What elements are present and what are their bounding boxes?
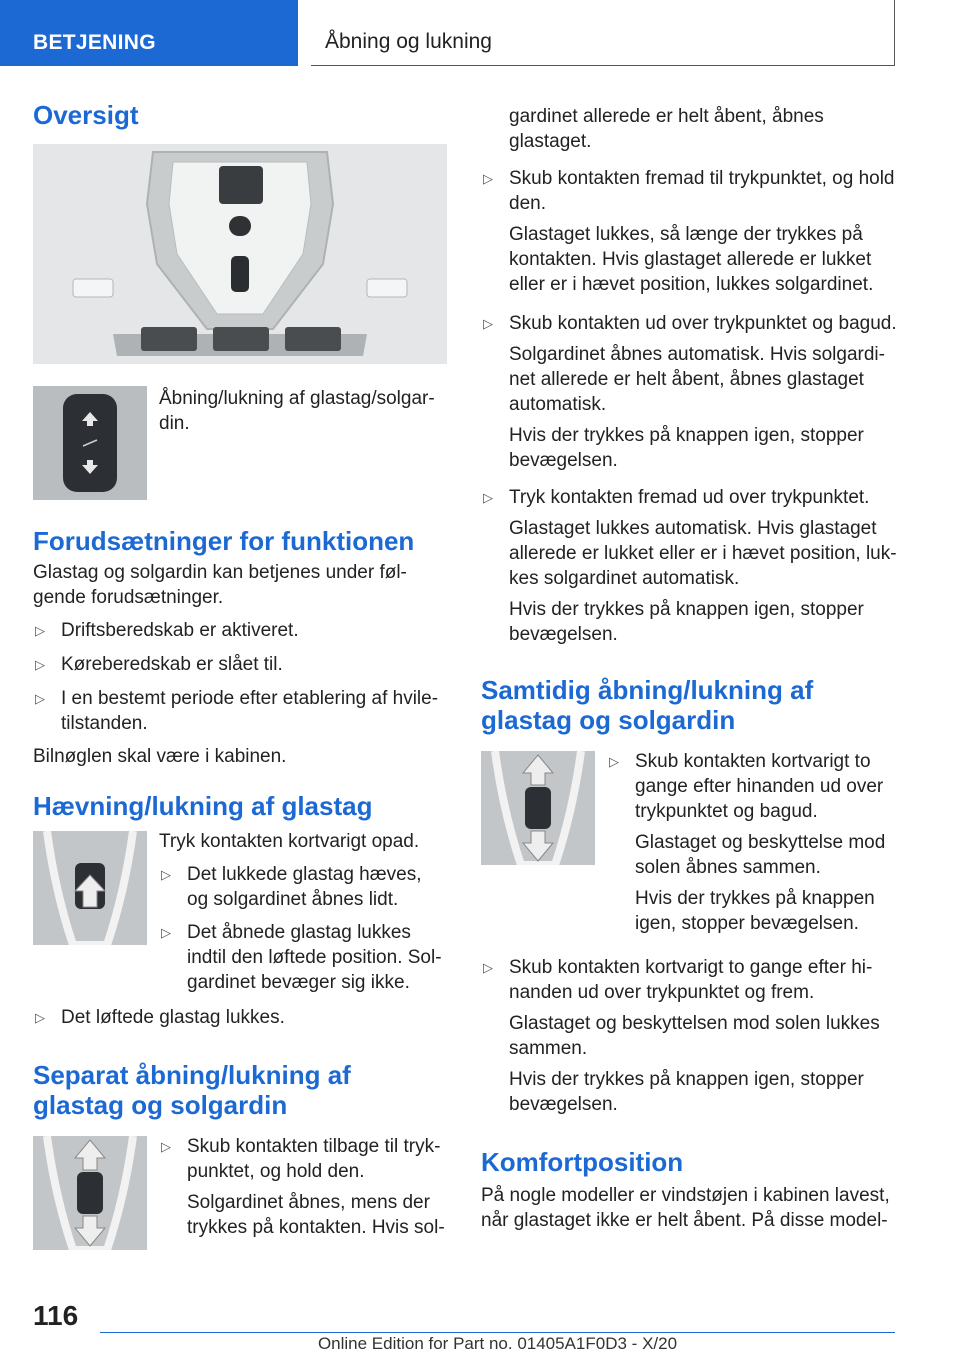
list-item-sub: Glastaget lukkes, så længe der trykkes på kontakten. Hvis glastaget allerede er lukket eller er i hævet position, lukkes solgardinet.: [509, 224, 874, 295]
simultaneous-row: [481, 749, 897, 955]
triangle-right-icon: ▷: [35, 691, 45, 706]
list-item-sub: Glastaget og beskyttelse mod solen åbnes sammen.: [635, 832, 886, 878]
list-item-sub: Glastaget og beskyttelsen mod solen lukkes sammen.: [509, 1013, 880, 1059]
list-item: ▷ Det løftede glastag lukkes.: [35, 1007, 285, 1028]
heading-raise: Hævning/lukning af glastag: [33, 791, 373, 821]
section-title: Åbning og lukning: [311, 0, 895, 66]
list-item: ▷ Skub kontakten tilbage til tryk-punktet, og hold den.: [161, 1136, 441, 1182]
list-item: ▷ Skub kontakten kortvarigt to gange efter hi-nanden ud over trykpunktet og frem.: [483, 957, 873, 1003]
triangle-right-icon: ▷: [35, 623, 45, 638]
prereq-note: Bilnøglen skal være i kabinen.: [33, 746, 287, 767]
list-item: ▷ Tryk kontakten fremad ud over trykpunktet.: [483, 487, 870, 508]
overview-caption: Åbning/lukning af glastag/solgar-din.: [159, 388, 435, 434]
footer-edition: Online Edition for Part no. 01405A1F0D3 - X/20: [317, 1334, 678, 1353]
switch-closeup-row: [33, 386, 447, 526]
separate-row: [33, 1134, 447, 1254]
triangle-right-icon: ▷: [609, 754, 619, 769]
comfort-text: På nogle modeller er vindstøjen i kabinen lavest, når glastaget ikke er helt åbent. På disse model-: [481, 1185, 890, 1231]
triangle-right-icon: ▷: [35, 1010, 45, 1025]
switch-up-illustration: [33, 831, 147, 945]
triangle-right-icon: ▷: [35, 657, 45, 672]
heading-separate: Separat åbning/lukning af glastag og solgardin: [33, 1060, 351, 1120]
list-item: ▷ Det åbnede glastag lukkes indtil den løftede position. Sol-gardinet bevæger sig ikke.: [161, 922, 442, 993]
switch-back-illustration: [33, 1136, 147, 1250]
footer-divider: [100, 1332, 895, 1333]
list-item-sub: Hvis der trykkes på knappen igen, stopper bevægelsen.: [635, 888, 875, 934]
overview-image: [33, 144, 447, 364]
switch-closeup-illustration: [33, 386, 147, 500]
raise-intro: Tryk kontakten kortvarigt opad.: [159, 831, 420, 852]
roof-console-illustration: [33, 144, 447, 364]
list-item-sub: Solgardinet åbnes automatisk. Hvis solgardi-net allerede er helt åbent, åbnes glastaget automatisk.: [509, 344, 885, 415]
list-item: ▷ Skub kontakten ud over trykpunktet og bagud.: [483, 313, 897, 334]
chapter-tab: BETJENING: [0, 0, 298, 66]
triangle-right-icon: ▷: [161, 867, 171, 882]
triangle-right-icon: ▷: [161, 1139, 171, 1154]
list-item-sub: Hvis der trykkes på knappen igen, stopper bevægelsen.: [509, 599, 864, 645]
list-item-sub: Glastaget lukkes automatisk. Hvis glastaget allerede er lukket eller er i hævet position, luk-kes solgardinet automatisk.: [509, 518, 897, 589]
page-number: 116: [33, 1300, 79, 1331]
heading-comfort: Komfortposition: [481, 1147, 684, 1177]
switch-double-illustration: [481, 751, 595, 865]
triangle-right-icon: ▷: [161, 925, 171, 940]
list-item: ▷ Køreberedskab er slået til.: [35, 654, 283, 675]
continued-text: gardinet allerede er helt åbent, åbnes glastaget.: [509, 106, 824, 152]
list-item-sub: Hvis der trykkes på knappen igen, stopper bevægelsen.: [509, 425, 864, 471]
heading-overview: Oversigt: [33, 100, 139, 130]
raise-row: [33, 829, 447, 1005]
triangle-right-icon: ▷: [483, 316, 493, 331]
list-item: ▷ I en bestemt periode efter etablering af hvile-tilstanden.: [35, 688, 439, 734]
page-header: [0, 0, 960, 66]
list-item: ▷ Det lukkede glastag hæves, og solgardinet åbnes lidt.: [161, 864, 422, 910]
triangle-right-icon: ▷: [483, 490, 493, 505]
list-item: ▷ Skub kontakten fremad til trykpunktet, og hold den.: [483, 168, 895, 214]
list-item-sub: Hvis der trykkes på knappen igen, stopper bevægelsen.: [509, 1069, 864, 1115]
heading-simultaneous: Samtidig åbning/lukning af glastag og solgardin: [481, 675, 814, 735]
triangle-right-icon: ▷: [483, 960, 493, 975]
list-item: ▷ Driftsberedskab er aktiveret.: [35, 620, 299, 641]
heading-prereq: Forudsætninger for funktionen: [33, 526, 415, 556]
right-column: [481, 100, 897, 1233]
triangle-right-icon: ▷: [483, 171, 493, 186]
left-column: [33, 100, 447, 1254]
list-item-sub: Solgardinet åbnes, mens der trykkes på kontakten. Hvis sol-: [187, 1192, 445, 1238]
prereq-intro: Glastag og solgardin kan betjenes under føl-gende forudsætninger.: [33, 562, 407, 608]
list-item: ▷ Skub kontakten kortvarigt to gange efter hinanden ud over trykpunktet og bagud.: [609, 751, 884, 822]
